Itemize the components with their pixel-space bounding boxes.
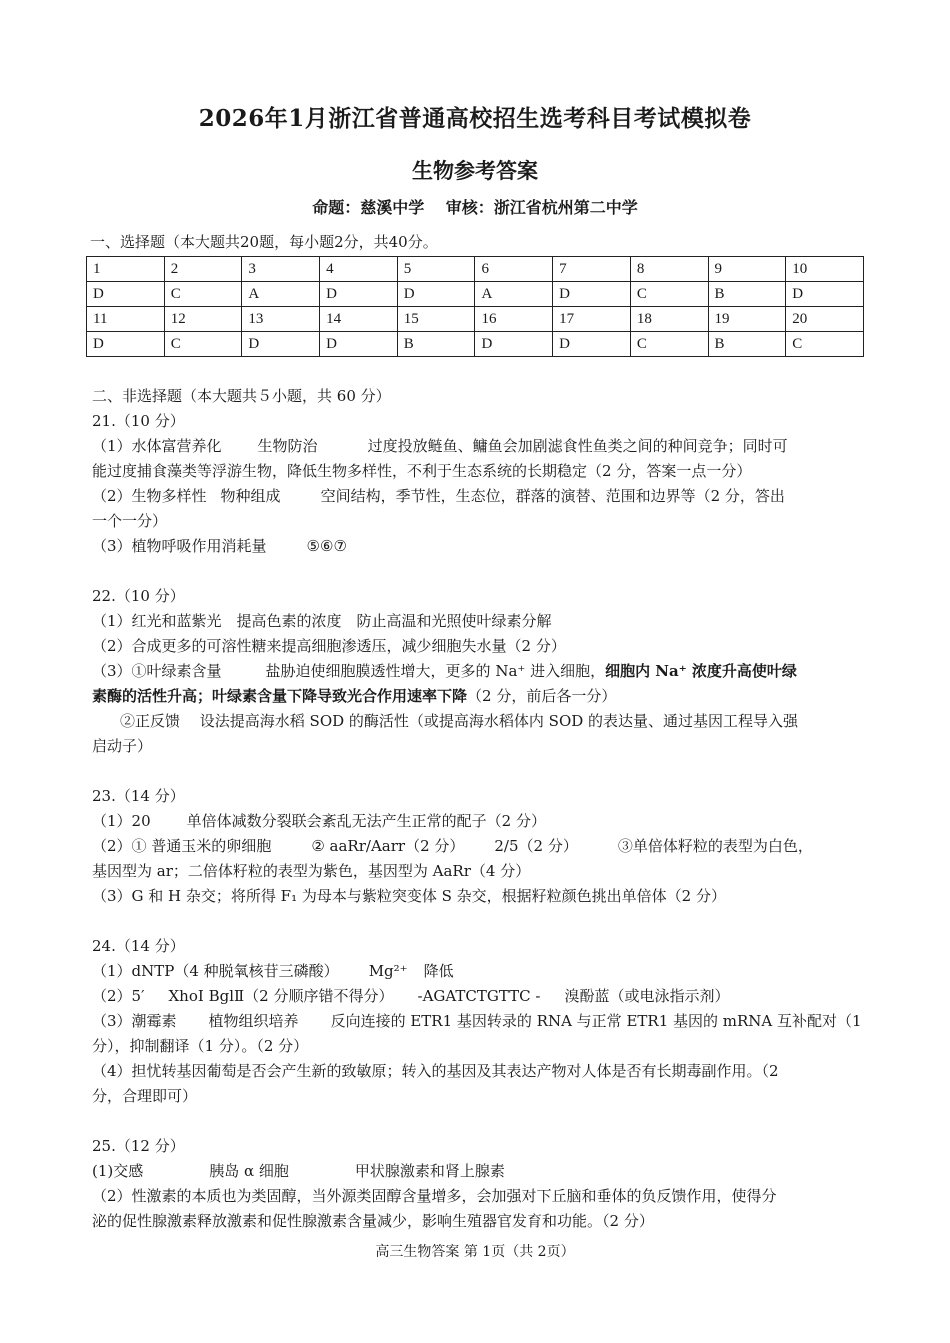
q24-ans: （1）dNTP（4 种脱氧核苷三磷酸）	[92, 962, 339, 980]
q21-line	[92, 484, 862, 509]
q24-ans: Mg²⁺	[368, 962, 408, 980]
q25-line	[92, 1159, 862, 1184]
q21-line: 一个一分）	[92, 512, 168, 530]
table-cell: 19	[708, 307, 786, 332]
q22-line	[92, 659, 862, 684]
q24-line: （4）担忧转基因葡萄是否会产生新的致敏原；转入的基因及其表达产物对人体是否有长期毒副作用。（2	[92, 1062, 779, 1080]
table-cell: D	[553, 282, 631, 307]
section2-heading: 二、非选择题（本大题共５小题，共 60 分）	[92, 387, 391, 405]
choice-answer-table	[86, 256, 864, 357]
table-row	[87, 307, 864, 332]
q23-line	[92, 834, 862, 859]
q22-line	[92, 684, 862, 709]
q24-ans: 植物组织培养	[208, 1012, 299, 1030]
table-cell: C	[164, 282, 242, 307]
table-cell: 17	[553, 307, 631, 332]
q23-heading: 23.（14 分）	[92, 787, 185, 805]
table-cell: 7	[553, 257, 631, 282]
q22-ans: （2 分，前后各一分）	[467, 687, 617, 705]
q22-line: （1）红光和蓝紫光 提高色素的浓度 防止高温和光照使叶绿素分解	[92, 612, 552, 630]
author: 命题：慈溪中学	[312, 198, 425, 217]
table-cell: 12	[164, 307, 242, 332]
q24-ans: 溴酚蓝（或电泳指示剂）	[564, 987, 730, 1005]
table-cell: B	[397, 332, 475, 357]
table-cell: 16	[475, 307, 553, 332]
table-cell: A	[475, 282, 553, 307]
q23-ans: 单倍体减数分裂联会紊乱无法产生正常的配子（2 分）	[186, 812, 546, 830]
q22-heading: 22.（10 分）	[92, 587, 185, 605]
q24-ans: （3）潮霉素	[92, 1012, 177, 1030]
q22-ans-bold: 细胞内 Na⁺ 浓度升高使叶绿	[605, 662, 797, 680]
q24-heading: 24.（14 分）	[92, 937, 185, 955]
q24-line	[92, 959, 862, 984]
authors-line	[0, 195, 950, 218]
table-cell: 11	[87, 307, 165, 332]
table-cell: C	[164, 332, 242, 357]
table-cell: C	[786, 332, 864, 357]
table-cell: D	[553, 332, 631, 357]
q21-ans: 生物防治	[257, 437, 318, 455]
table-cell: D	[786, 282, 864, 307]
table-cell: 10	[786, 257, 864, 282]
table-cell: C	[630, 332, 708, 357]
table-cell: 20	[786, 307, 864, 332]
table-cell: D	[475, 332, 553, 357]
q24-ans: 反向连接的 ETR1 基因转录的 RNA 与正常 ETR1 基因的 mRNA 互补配对（1	[330, 1012, 862, 1030]
table-row	[87, 257, 864, 282]
table-cell: D	[320, 282, 398, 307]
table-cell: D	[397, 282, 475, 307]
q24-ans: XhoⅠ BglⅡ（2 分顺序错不得分）	[168, 987, 394, 1005]
q21-ans: 物种组成	[220, 487, 281, 505]
table-cell: D	[320, 332, 398, 357]
table-cell: 6	[475, 257, 553, 282]
q23-ans: ③单倍体籽粒的表型为白色，	[617, 837, 813, 855]
table-cell: 1	[87, 257, 165, 282]
reviewer: 审核：浙江省杭州第二中学	[445, 198, 638, 217]
q24-line: 分，合理即可）	[92, 1087, 198, 1105]
table-cell: 8	[630, 257, 708, 282]
exam-title: 2026年1月浙江省普通高校招生选考科目考试模拟卷	[198, 105, 752, 132]
q21-ans: （1）水体富营养化	[92, 437, 222, 455]
q21-heading: 21.（10 分）	[92, 412, 185, 430]
table-cell: 13	[242, 307, 320, 332]
q21-ans: （2）生物多样性	[92, 487, 207, 505]
table-cell: B	[708, 332, 786, 357]
q21-ans: ⑤⑥⑦	[306, 537, 347, 555]
table-row	[87, 282, 864, 307]
table-cell: 18	[630, 307, 708, 332]
q24-ans: （2）5′	[92, 987, 145, 1005]
q24-line	[92, 1009, 862, 1034]
q22-ans-bold: 素酶的活性升高；叶绿素含量下降导致光合作用速率下降	[92, 687, 468, 705]
q23-ans: ② aaRr/Aarr（2 分）	[311, 837, 465, 855]
q23-line	[92, 809, 862, 834]
q21-ans: 过度投放鲢鱼、鳙鱼会加剧滤食性鱼类之间的种间竞争；同时可	[367, 437, 788, 455]
table-cell: D	[87, 332, 165, 357]
q23-ans: （2）① 普通玉米的卵细胞	[92, 837, 272, 855]
section2-body	[92, 384, 862, 1234]
table-cell: C	[630, 282, 708, 307]
table-cell: 4	[320, 257, 398, 282]
q21-ans: （3）植物呼吸作用消耗量	[92, 537, 267, 555]
table-cell: 2	[164, 257, 242, 282]
table-cell: D	[242, 332, 320, 357]
table-cell: 9	[708, 257, 786, 282]
q21-line: 能过度捕食藻类等浮游生物，降低生物多样性，不利于生态系统的长期稳定（2 分，答案一点一分）	[92, 462, 752, 480]
table-cell: 14	[320, 307, 398, 332]
q22-line: （2）合成更多的可溶性糖来提高细胞渗透压，减少细胞失水量（2 分）	[92, 637, 566, 655]
q22-line: ②正反馈 设法提高海水稻 SOD 的酶活性（或提高海水稻体内 SOD 的表达量、通过基因工程导入强	[120, 712, 799, 730]
table-cell: D	[87, 282, 165, 307]
q25-ans: 胰岛 α 细胞	[209, 1162, 289, 1180]
q24-line: 分），抑制翻译（1 分）。（2 分）	[92, 1037, 309, 1055]
q22-ans: 盐胁迫使细胞膜透性增大，更多的 Na⁺ 进入细胞，	[265, 662, 606, 680]
q25-ans: (1)交感	[92, 1162, 144, 1180]
q21-line	[92, 434, 862, 459]
q24-ans: 降低	[423, 962, 454, 980]
section1-heading: 一、选择题（本大题共20题，每小题2分，共40分。	[90, 233, 438, 251]
q24-ans: -AGATCTGTTC -	[417, 987, 541, 1005]
table-cell: 5	[397, 257, 475, 282]
table-row	[87, 332, 864, 357]
q23-line: （3）G 和 H 杂交；将所得 F₁ 为母本与紫粒突变体 S 杂交，根据籽粒颜色挑出单倍体（2 分）	[92, 887, 726, 905]
table-cell: B	[708, 282, 786, 307]
q21-ans: 空间结构，季节性，生态位，群落的演替、范围和边界等（2 分，答出	[320, 487, 785, 505]
page-footer: 高三生物答案 第 1页（共 2页）	[375, 1244, 575, 1260]
q23-line: 基因型为 ar；二倍体籽粒的表型为紫色，基因型为 AaRr（4 分）	[92, 862, 531, 880]
q22-line: 启动子）	[92, 737, 153, 755]
q25-heading: 25.（12 分）	[92, 1137, 185, 1155]
table-cell: A	[242, 282, 320, 307]
q24-line	[92, 984, 862, 1009]
q25-line: 泌的促性腺激素释放激素和促性腺激素含量减少，影响生殖器官发育和功能。（2 分）	[92, 1212, 654, 1230]
table-cell: 15	[397, 307, 475, 332]
q23-ans: 2/5（2 分）	[494, 837, 578, 855]
q22-ans: （3）①叶绿素含量	[92, 662, 222, 680]
table-cell: 3	[242, 257, 320, 282]
q23-ans: （1）20	[92, 812, 151, 830]
q25-line: （2）性激素的本质也为类固醇，当外源类固醇含量增多，会加强对下丘脑和垂体的负反馈作用，使得分	[92, 1187, 777, 1205]
q21-line	[92, 534, 862, 559]
q25-ans: 甲状腺激素和肾上腺素	[354, 1162, 505, 1180]
answer-subtitle: 生物参考答案	[412, 158, 538, 183]
